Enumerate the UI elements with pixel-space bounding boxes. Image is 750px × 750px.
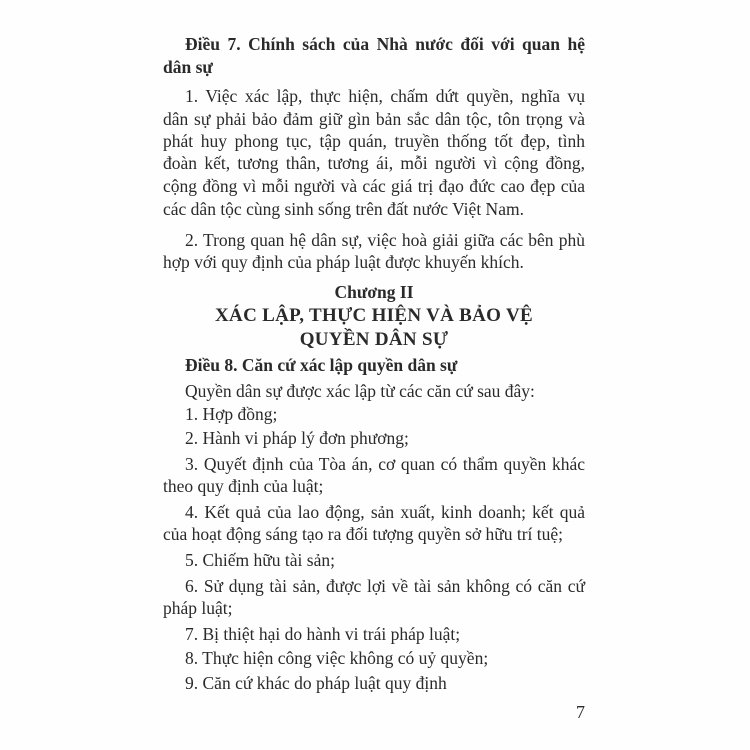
- chapter-title: XÁC LẬP, THỰC HIỆN VÀ BẢO VỆ: [215, 305, 533, 326]
- chapter-title: QUYỀN DÂN SỰ: [299, 329, 449, 350]
- article-7-clause-2: hợp với quy định của pháp luật được khuyến khích.: [163, 252, 524, 272]
- article-7-clause-1: dân sự phải bảo đảm giữ gìn bản sắc dân tộc, tôn trọng và: [163, 109, 585, 129]
- article-7-clause-1: đoàn kết, tương thân, tương ái, mỗi người vì cộng đồng,: [163, 153, 585, 173]
- article-7-clause-1: phát huy phong tục, tập quán, truyền thống tốt đẹp, tình: [163, 131, 585, 151]
- list-item: 6. Sử dụng tài sản, được lợi về tài sản không có căn cứ: [185, 576, 585, 596]
- chapter-label: Chương II: [334, 282, 414, 302]
- list-item: 9. Căn cứ khác do pháp luật quy định: [185, 673, 447, 693]
- page-number: 7: [576, 702, 585, 722]
- list-item: theo quy định của luật;: [163, 476, 324, 496]
- article-7-clause-1: 1. Việc xác lập, thực hiện, chấm dứt quyền, nghĩa vụ: [185, 86, 585, 106]
- list-item: 2. Hành vi pháp lý đơn phương;: [185, 428, 409, 448]
- list-item: 7. Bị thiệt hại do hành vi trái pháp luật;: [185, 624, 461, 644]
- list-item: pháp luật;: [163, 598, 233, 618]
- article-7-clause-1: cộng đồng vì mỗi người và các giá trị đạo đức cao đẹp của: [163, 176, 585, 196]
- article-8-intro: Quyền dân sự được xác lập từ các căn cứ sau đây:: [185, 381, 535, 401]
- list-item: 3. Quyết định của Tòa án, cơ quan có thẩm quyền khác: [185, 454, 585, 474]
- article-8-title: Điều 8. Căn cứ xác lập quyền dân sự: [185, 355, 458, 375]
- list-item: 8. Thực hiện công việc không có uỷ quyền;: [185, 648, 489, 668]
- list-item: 4. Kết quả của lao động, sản xuất, kinh doanh; kết quả: [185, 502, 585, 522]
- article-7-title: dân sự: [163, 57, 213, 77]
- article-7-clause-2: 2. Trong quan hệ dân sự, việc hoà giải giữa các bên phù: [185, 230, 585, 250]
- list-item: 5. Chiếm hữu tài sản;: [185, 550, 335, 570]
- article-7-title: Điều 7. Chính sách của Nhà nước đối với quan hệ: [185, 34, 585, 54]
- list-item: 1. Hợp đồng;: [185, 404, 278, 424]
- article-7-clause-1: các dân tộc cùng sinh sống trên đất nước Việt Nam.: [163, 199, 524, 219]
- list-item: của hoạt động sáng tạo ra đối tượng quyền sở hữu trí tuệ;: [163, 524, 564, 544]
